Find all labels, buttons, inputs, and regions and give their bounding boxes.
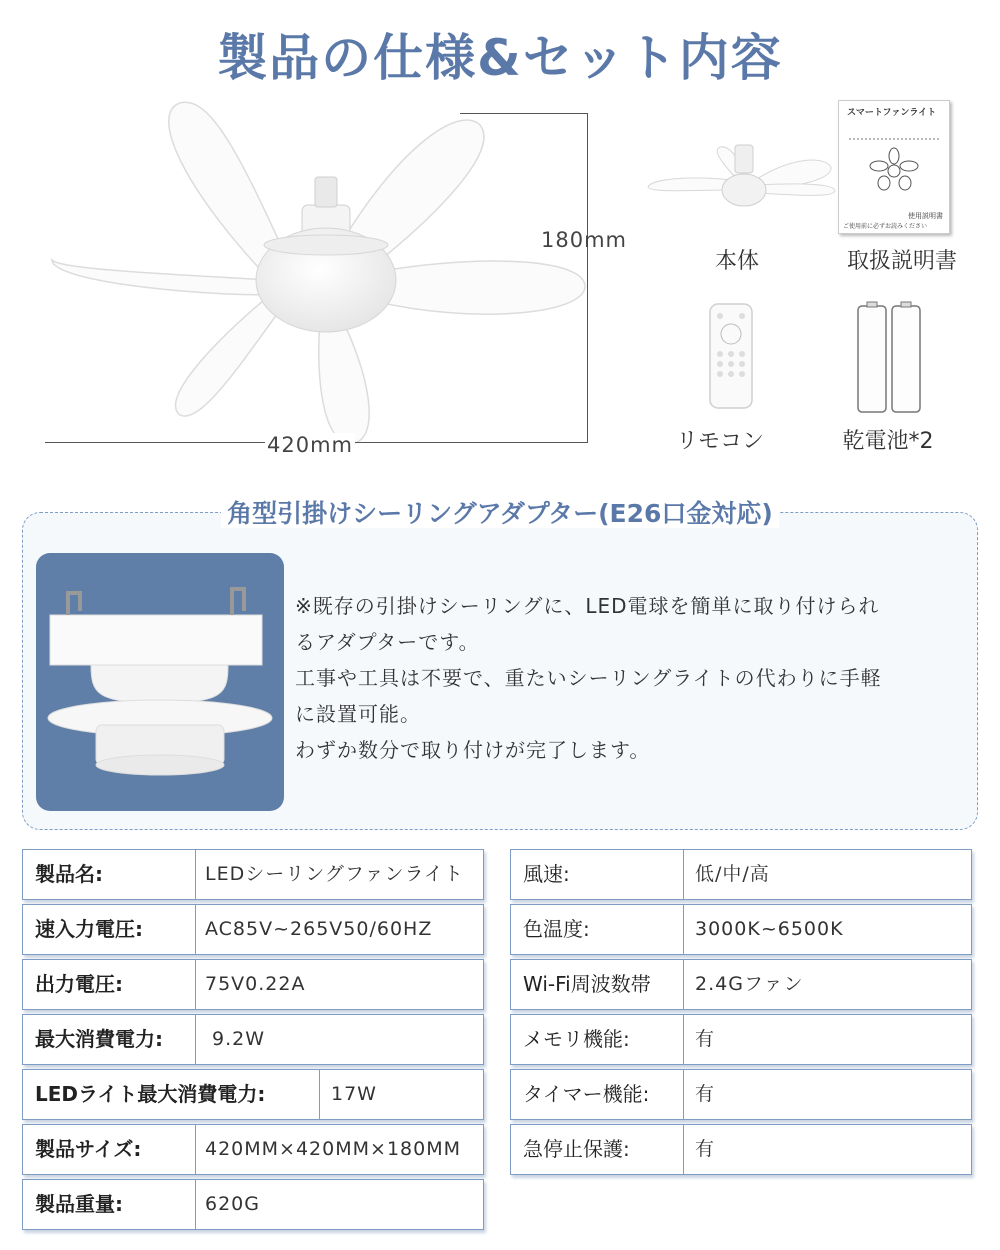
spec-divider: [683, 960, 684, 1009]
manual-title: スマートファンライト: [847, 108, 937, 118]
spec-key: 出力電圧:: [35, 972, 123, 996]
spec-row: [510, 1069, 972, 1120]
adapter-description-line: るアダプターです。: [295, 630, 480, 654]
spec-key: 速入力電圧:: [35, 917, 143, 941]
spec-divider: [195, 960, 196, 1009]
adapter-description-line: に設置可能。: [295, 702, 421, 726]
main-unit-image: [645, 135, 840, 215]
spec-value: AC85V~265V50/60HZ: [205, 918, 433, 940]
adapter-description-line: ※既存の引掛けシーリングに、LED電球を簡単に取り付けられ: [295, 594, 880, 618]
spec-divider: [195, 1180, 196, 1229]
spec-key: 急停止保護:: [523, 1137, 630, 1161]
set-item-remote-label: リモコン: [675, 429, 764, 454]
spec-value: 620G: [205, 1193, 260, 1215]
spec-key: 最大消費電力:: [35, 1027, 163, 1051]
spec-divider: [683, 1125, 684, 1174]
manual-image: [838, 100, 950, 234]
adapter-title: 角型引掛けシーリングアダプター(E26口金対応): [221, 499, 779, 528]
spec-row: [22, 904, 484, 955]
height-dimension-label: 180mm: [541, 228, 627, 252]
spec-key: メモリ機能:: [523, 1027, 630, 1051]
spec-row: [22, 1124, 484, 1175]
spec-row: [510, 959, 972, 1010]
spec-value: 9.2W: [205, 1028, 266, 1050]
manual-footer-2: ご使用前に必ずお読みください: [843, 223, 928, 230]
adapter-image: [36, 553, 284, 811]
spec-row: [510, 849, 972, 900]
set-item-manual-label: 取扱説明書: [846, 249, 957, 274]
spec-divider: [683, 850, 684, 899]
spec-divider: [683, 1070, 684, 1119]
manual-fan-illustration: [849, 136, 939, 196]
spec-row: [22, 1069, 484, 1120]
batteries-image: [855, 300, 925, 415]
spec-value: 3000K~6500K: [695, 918, 844, 940]
spec-key: LEDライト最大消費電力:: [35, 1082, 266, 1106]
spec-row: [510, 1124, 972, 1175]
ceiling-fan-image: [40, 95, 600, 455]
spec-key: 色温度:: [523, 917, 590, 941]
spec-key: Wi-Fi周波数帯: [523, 972, 651, 996]
spec-row: [22, 849, 484, 900]
manual-footer-1: 使用説明書: [908, 212, 943, 220]
spec-value: 有: [695, 1138, 716, 1160]
spec-value: 有: [695, 1083, 716, 1105]
set-item-main-unit-label: 本体: [714, 249, 759, 274]
spec-value: 有: [695, 1028, 716, 1050]
spec-divider: [195, 1125, 196, 1174]
spec-divider: [195, 905, 196, 954]
adapter-illustration: [36, 553, 284, 811]
spec-value: 75V0.22A: [205, 973, 306, 995]
spec-key: タイマー機能:: [523, 1082, 650, 1106]
width-dimension-label: 420mm: [267, 433, 353, 457]
page-title: 製品の仕様&セット内容: [217, 29, 783, 87]
spec-value: 420MM×420MM×180MM: [205, 1138, 461, 1160]
spec-divider: [683, 905, 684, 954]
spec-row: [510, 904, 972, 955]
spec-row: [510, 1014, 972, 1065]
spec-divider: [683, 1015, 684, 1064]
height-dimension-line: [587, 113, 588, 443]
spec-key: 製品名:: [35, 862, 103, 886]
spec-row: [22, 1179, 484, 1230]
spec-divider: [319, 1070, 320, 1119]
adapter-description-line: 工事や工具は不要で、重たいシーリングライトの代わりに手軽: [295, 666, 882, 690]
spec-value: 17W: [331, 1083, 377, 1105]
spec-key: 製品重量:: [35, 1192, 123, 1216]
height-dimension-top-tick: [460, 113, 588, 114]
spec-value: 低/中/高: [695, 863, 770, 885]
spec-divider: [195, 850, 196, 899]
spec-value: LEDシーリングファンライト: [205, 863, 464, 885]
set-item-batteries-label: 乾電池*2: [842, 429, 934, 454]
spec-key: 製品サイズ:: [35, 1137, 142, 1161]
remote-image: [708, 302, 754, 412]
spec-value: 2.4Gファン: [695, 973, 804, 995]
spec-row: [22, 1014, 484, 1065]
spec-divider: [195, 1015, 196, 1064]
adapter-description-line: わずか数分で取り付けが完了します。: [295, 738, 651, 762]
spec-key: 風速:: [523, 862, 570, 886]
spec-row: [22, 959, 484, 1010]
